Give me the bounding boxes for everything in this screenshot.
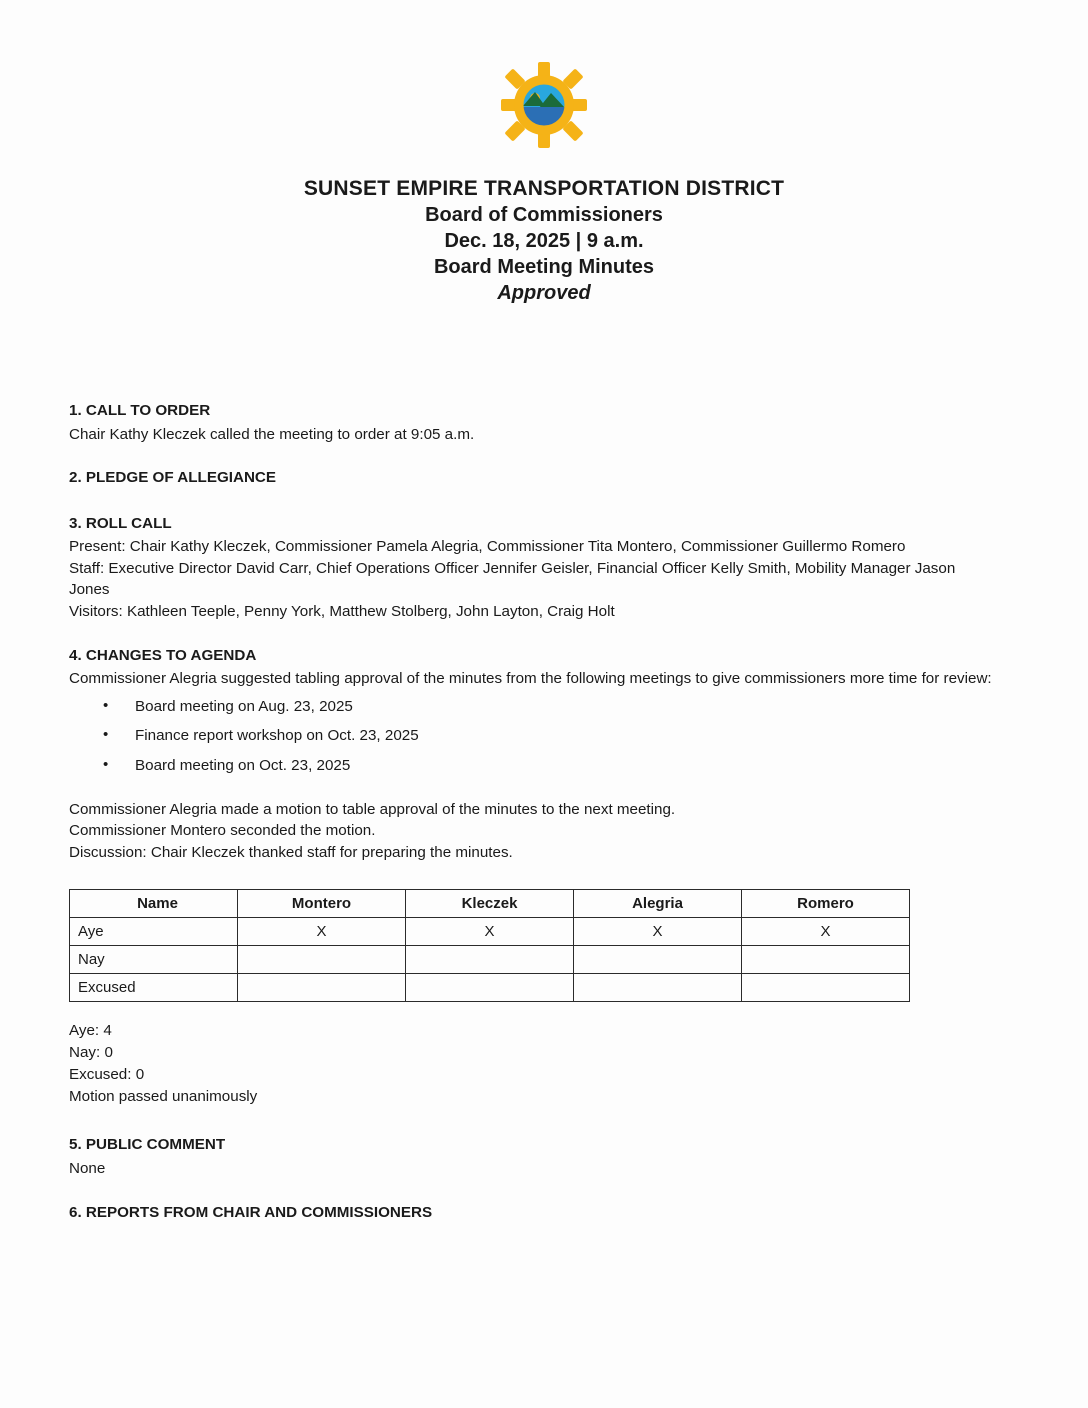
- changes-intro: Commissioner Alegria suggested tabling approval of the minutes from the following meetings to give commissioners more time for review:: [69, 670, 992, 688]
- vote-cell: [574, 974, 742, 1002]
- public-comment-text: None: [69, 1159, 106, 1177]
- roll-call-visitors: Visitors: Kathleen Teeple, Penny York, Matthew Stolberg, John Layton, Craig Holt: [69, 603, 615, 621]
- section-public-comment: [69, 1134, 994, 1179]
- section-roll-call: [69, 513, 994, 623]
- table-header-row: [70, 890, 910, 918]
- approval-status: Approved: [497, 282, 591, 305]
- section-heading-pledge: 2. PLEDGE OF ALLEGIANCE: [69, 469, 277, 487]
- document-body: [69, 400, 994, 1225]
- column-header-name: Name: [70, 890, 238, 918]
- vote-cell: X: [574, 918, 742, 946]
- meeting-datetime: Dec. 18, 2025 | 9 a.m.: [444, 230, 644, 253]
- table-row: [70, 918, 910, 946]
- section-heading-public-comment: 5. PUBLIC COMMENT: [69, 1136, 226, 1154]
- table-row: [70, 946, 910, 974]
- vote-cell: [238, 946, 406, 974]
- section-heading-call-to-order: 1. CALL TO ORDER: [69, 402, 211, 419]
- motion-text: Commissioner Alegria made a motion to table approval of the minutes to the next meeting.: [69, 800, 676, 818]
- section-reports: [69, 1202, 994, 1224]
- vote-cell: X: [742, 918, 910, 946]
- row-label-nay: Nay: [70, 946, 238, 974]
- list-item: [103, 725, 994, 747]
- section-call-to-order: [69, 400, 994, 445]
- row-label-excused: Excused: [70, 974, 238, 1002]
- bullet-text: Board meeting on Oct. 23, 2025: [135, 756, 351, 774]
- changes-bullet-list: [69, 696, 994, 777]
- row-label-aye: Aye: [70, 918, 238, 946]
- org-name: SUNSET EMPIRE TRANSPORTATION DISTRICT: [303, 177, 785, 200]
- section-heading-reports: 6. REPORTS FROM CHAIR AND COMMISSIONERS: [69, 1203, 433, 1221]
- document-type: Board Meeting Minutes: [433, 256, 654, 279]
- section-pledge: [69, 467, 994, 489]
- vote-cell: [406, 974, 574, 1002]
- roll-call-staff: Staff: Executive Director David Carr, Chief Operations Officer Jennifer Geisler, Financial Officer Kelly Smith, Mobility Manager Jason Jones: [69, 559, 956, 599]
- vote-cell: [574, 946, 742, 974]
- document-title-block: [0, 175, 1088, 306]
- roll-call-present: Present: Chair Kathy Kleczek, Commissioner Pamela Alegria, Commissioner Tita Montero, Commissioner Guillermo Romero: [69, 538, 906, 556]
- tally-aye: Aye: 4: [69, 1022, 112, 1040]
- column-header-montero: Montero: [238, 890, 406, 918]
- section-heading-roll-call: 3. ROLL CALL: [69, 514, 172, 532]
- board-name: Board of Commissioners: [425, 204, 663, 227]
- vote-cell: X: [406, 918, 574, 946]
- column-header-kleczek: Kleczek: [406, 890, 574, 918]
- bullet-text: Finance report workshop on Oct. 23, 2025: [135, 727, 419, 745]
- vote-cell: X: [238, 918, 406, 946]
- call-to-order-text: Chair Kathy Kleczek called the meeting to order at 9:05 a.m.: [69, 425, 475, 443]
- agency-logo-icon: [501, 62, 587, 148]
- list-item: [103, 755, 994, 777]
- second-text: Commissioner Montero seconded the motion.: [69, 822, 376, 840]
- table-row: [70, 974, 910, 1002]
- column-header-alegria: Alegria: [574, 890, 742, 918]
- vote-cell: [406, 946, 574, 974]
- vote-tally: [69, 1020, 994, 1108]
- section-changes-to-agenda: [69, 645, 994, 864]
- vote-cell: [742, 946, 910, 974]
- vote-cell: [238, 974, 406, 1002]
- column-header-romero: Romero: [742, 890, 910, 918]
- section-heading-changes-to-agenda: 4. CHANGES TO AGENDA: [69, 646, 257, 664]
- vote-table: [69, 889, 910, 1002]
- tally-nay: Nay: 0: [69, 1044, 113, 1062]
- list-item: [103, 696, 994, 718]
- tally-excused: Excused: 0: [69, 1066, 145, 1084]
- tally-result: Motion passed unanimously: [69, 1088, 258, 1106]
- vote-cell: [742, 974, 910, 1002]
- discussion-text: Discussion: Chair Kleczek thanked staff for preparing the minutes.: [69, 843, 513, 861]
- logo-container: [0, 62, 1088, 148]
- bullet-text: Board meeting on Aug. 23, 2025: [135, 697, 353, 715]
